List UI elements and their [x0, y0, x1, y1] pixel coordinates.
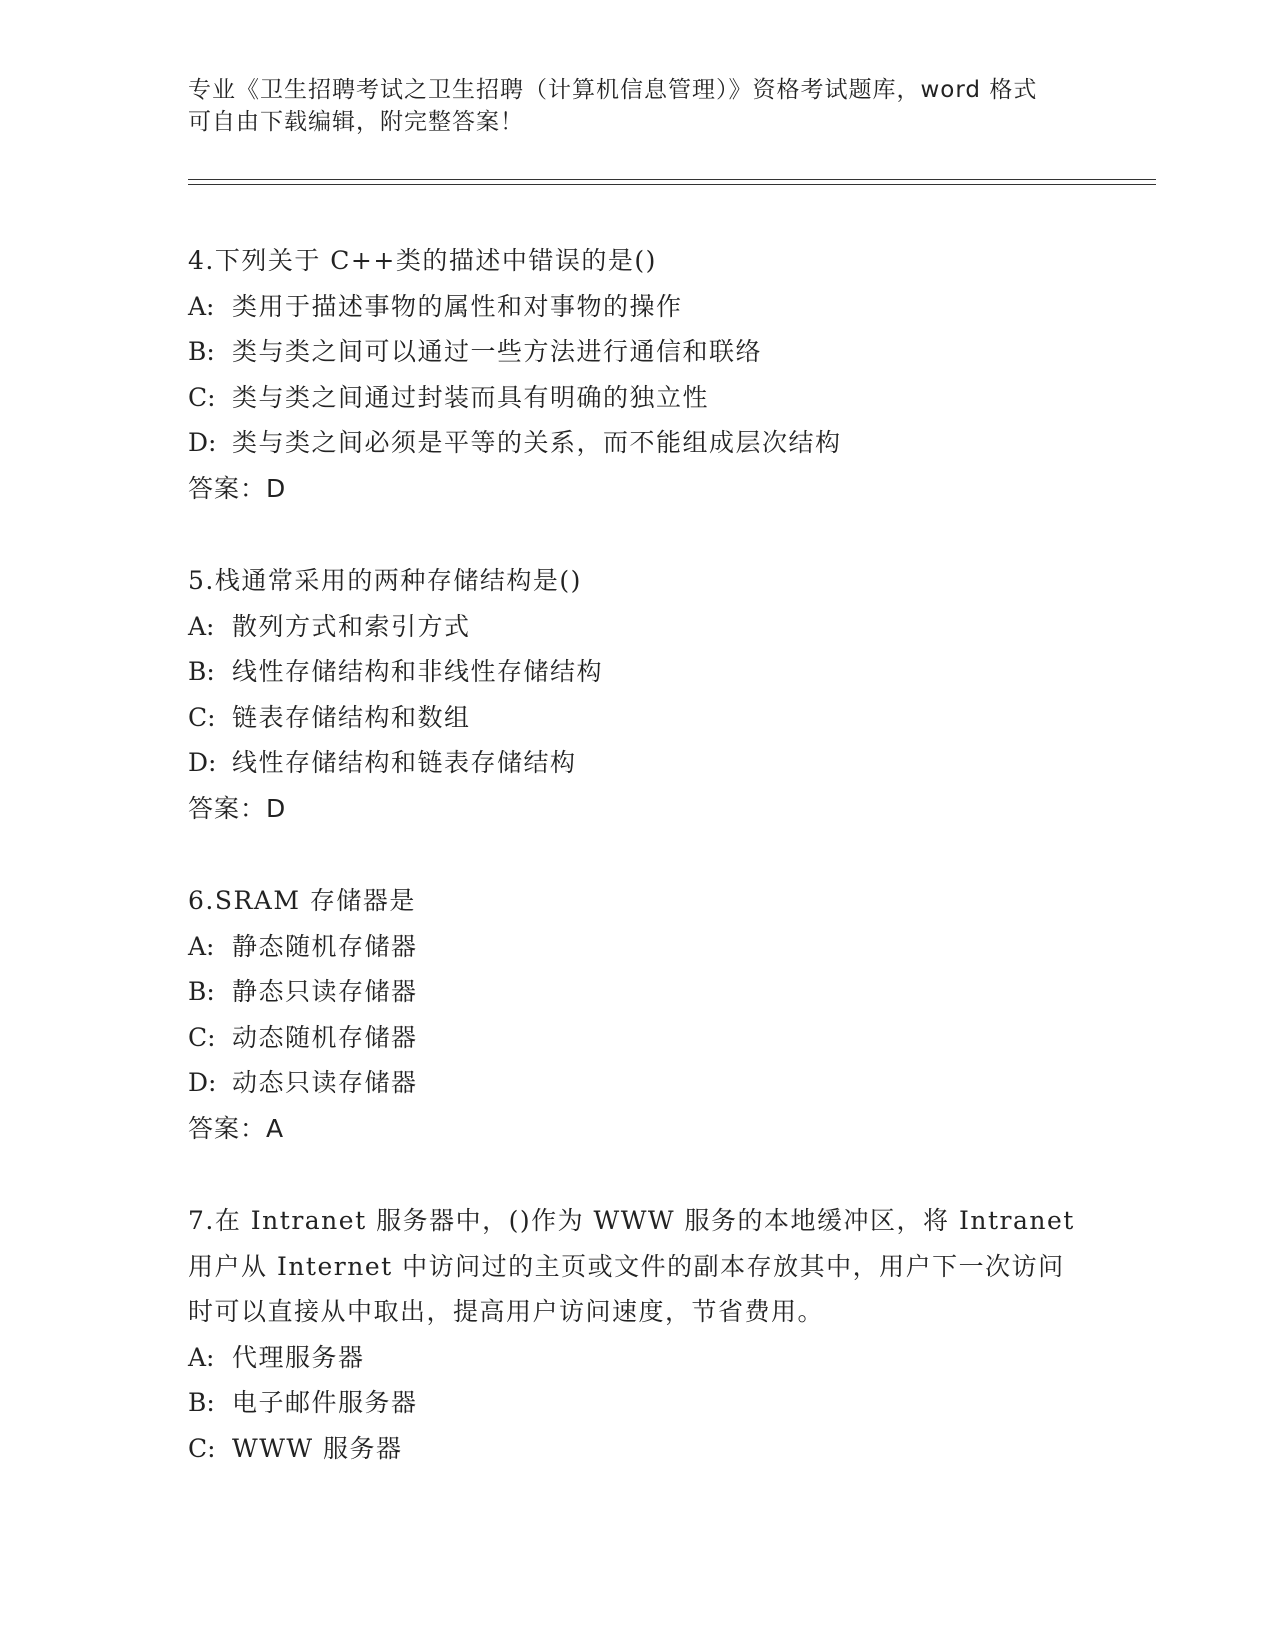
- option-text: 类与类之间可以通过一些方法进行通信和联络: [232, 337, 763, 366]
- option-a: [188, 1335, 1088, 1381]
- question-stem: 7.在 Intranet 服务器中，()作为 WWW 服务的本地缓冲区，将 Intranet 用户从 Internet 中访问过的主页或文件的副本存放其中，用户下一次访问时可以直接从中取出，提高用户访问速度，节省费用。: [188, 1206, 1075, 1326]
- answer-line: 答案：A: [188, 1113, 285, 1143]
- question-stem: 6.SRAM 存储器是: [188, 886, 416, 915]
- question-list: [188, 238, 1088, 1518]
- header-divider-bottom: [188, 184, 1156, 185]
- option-d: [188, 420, 1088, 466]
- option-letter: C:: [188, 1022, 216, 1052]
- option-text: 线性存储结构和链表存储结构: [232, 748, 577, 777]
- question-7: [188, 1198, 1088, 1471]
- header-line-2: 可自由下载编辑，附完整答案！: [188, 109, 524, 135]
- option-text: 类与类之间必须是平等的关系，而不能组成层次结构: [232, 428, 842, 457]
- question-5: [188, 558, 1088, 831]
- option-a: [188, 924, 1088, 970]
- option-letter: B:: [188, 977, 215, 1006]
- option-letter: B:: [188, 337, 215, 366]
- option-c: [188, 1015, 1088, 1061]
- option-text: 散列方式和索引方式: [232, 611, 471, 641]
- option-b: [188, 969, 1088, 1015]
- header-divider-top: [188, 179, 1156, 180]
- option-letter: A:: [188, 611, 215, 641]
- option-letter: A:: [188, 931, 215, 961]
- option-c: [188, 1426, 1088, 1472]
- option-letter: D:: [188, 1068, 217, 1097]
- option-text: 动态只读存储器: [232, 1068, 418, 1097]
- option-letter: B:: [188, 657, 215, 686]
- option-letter: A:: [188, 1342, 215, 1372]
- option-a: [188, 284, 1088, 330]
- option-letter: C:: [188, 702, 216, 732]
- option-text: 静态只读存储器: [232, 977, 418, 1006]
- option-text: 类用于描述事物的属性和对事物的操作: [232, 291, 683, 321]
- option-text: WWW 服务器: [232, 1433, 403, 1463]
- question-4: [188, 238, 1088, 511]
- answer-line: 答案：D: [188, 793, 287, 823]
- option-text: 电子邮件服务器: [232, 1388, 418, 1417]
- option-letter: C:: [188, 1433, 216, 1463]
- option-b: [188, 329, 1088, 375]
- option-c: [188, 375, 1088, 421]
- question-stem: 4.下列关于 C++类的描述中错误的是(): [188, 246, 657, 275]
- option-text: 代理服务器: [232, 1342, 365, 1372]
- option-b: [188, 649, 1088, 695]
- option-text: 线性存储结构和非线性存储结构: [232, 657, 604, 686]
- option-text: 类与类之间通过封装而具有明确的独立性: [232, 382, 710, 412]
- question-stem: 5.栈通常采用的两种存储结构是(): [188, 566, 582, 595]
- option-d: [188, 740, 1088, 786]
- option-letter: D:: [188, 748, 217, 777]
- option-letter: C:: [188, 382, 216, 412]
- answer-line: 答案：D: [188, 473, 287, 503]
- option-c: [188, 695, 1088, 741]
- option-a: [188, 604, 1088, 650]
- question-6: [188, 878, 1088, 1151]
- option-text: 静态随机存储器: [232, 931, 418, 961]
- header-line-1: 专业《卫生招聘考试之卫生招聘（计算机信息管理）》资格考试题库，word 格式: [188, 77, 1038, 103]
- option-text: 链表存储结构和数组: [232, 702, 471, 732]
- option-b: [188, 1380, 1088, 1426]
- option-letter: D:: [188, 428, 217, 457]
- option-letter: B:: [188, 1388, 215, 1417]
- document-header: [188, 74, 1088, 138]
- option-letter: A:: [188, 291, 215, 321]
- option-text: 动态随机存储器: [232, 1022, 418, 1052]
- option-d: [188, 1060, 1088, 1106]
